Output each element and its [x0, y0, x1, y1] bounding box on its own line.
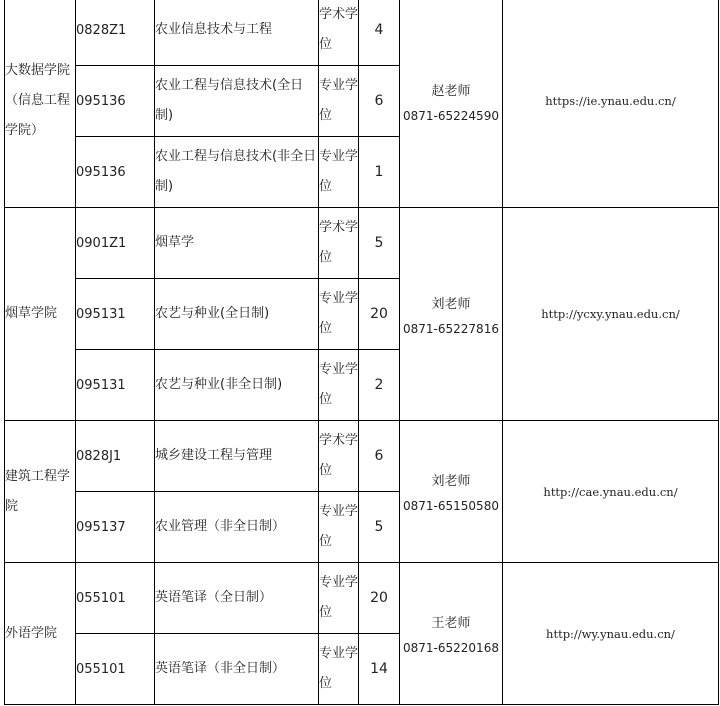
college-website-link[interactable]: https://ie.ynau.edu.cn/	[503, 0, 719, 208]
table-row	[5, 421, 719, 492]
degree-type: 专业学位	[319, 137, 359, 208]
college-cell: 大数据学院（信息工程学院）	[5, 0, 76, 208]
major-code: 095136	[76, 137, 155, 208]
admissions-table	[4, 0, 719, 705]
enrollment-count: 5	[359, 208, 400, 279]
contact-phone: 0871-65220168	[403, 641, 499, 655]
contact-cell	[400, 0, 503, 208]
major-name: 农业管理（非全日制）	[155, 492, 319, 563]
contact-name: 王老师	[431, 616, 471, 631]
contact-cell	[400, 208, 503, 421]
college-cell: 建筑工程学院	[5, 421, 76, 563]
enrollment-count: 20	[359, 563, 400, 634]
contact-name: 刘老师	[431, 474, 471, 489]
degree-type: 专业学位	[319, 66, 359, 137]
major-name: 城乡建设工程与管理	[155, 421, 319, 492]
major-name: 农业工程与信息技术(非全日制)	[155, 137, 319, 208]
major-name: 农艺与种业(非全日制)	[155, 350, 319, 421]
enrollment-count: 4	[359, 0, 400, 66]
degree-type: 专业学位	[319, 350, 359, 421]
major-name: 英语笔译（非全日制）	[155, 634, 319, 705]
major-name: 农业工程与信息技术(全日制)	[155, 66, 319, 137]
major-code: 0901Z1	[76, 208, 155, 279]
contact-cell	[400, 563, 503, 705]
degree-type: 专业学位	[319, 279, 359, 350]
degree-type: 学术学位	[319, 0, 359, 66]
degree-type: 专业学位	[319, 492, 359, 563]
contact-name: 刘老师	[431, 296, 471, 312]
major-code: 0828Z1	[76, 0, 155, 66]
degree-type: 专业学位	[319, 563, 359, 634]
major-code: 095131	[76, 279, 155, 350]
college-cell: 外语学院	[5, 563, 76, 705]
enrollment-count: 6	[359, 421, 400, 492]
enrollment-count: 5	[359, 492, 400, 563]
table-row	[5, 0, 719, 66]
major-code: 0828J1	[76, 421, 155, 492]
enrollment-count: 2	[359, 350, 400, 421]
contact-cell	[400, 421, 503, 563]
major-code: 095137	[76, 492, 155, 563]
table-row	[5, 563, 719, 634]
contact-name: 赵老师	[431, 83, 471, 99]
major-name: 烟草学	[155, 208, 319, 279]
college-cell: 烟草学院	[5, 208, 76, 421]
major-code: 055101	[76, 634, 155, 705]
enrollment-count: 14	[359, 634, 400, 705]
enrollment-count: 6	[359, 66, 400, 137]
major-code: 055101	[76, 563, 155, 634]
major-code: 095131	[76, 350, 155, 421]
college-website-link[interactable]: http://wy.ynau.edu.cn/	[503, 563, 719, 705]
college-website-link[interactable]: http://ycxy.ynau.edu.cn/	[503, 208, 719, 421]
major-name: 英语笔译（全日制）	[155, 563, 319, 634]
contact-phone: 0871-65227816	[403, 321, 499, 336]
major-name: 农艺与种业(全日制)	[155, 279, 319, 350]
major-name: 农业信息技术与工程	[155, 0, 319, 66]
major-code: 095136	[76, 66, 155, 137]
enrollment-count: 1	[359, 137, 400, 208]
degree-type: 学术学位	[319, 421, 359, 492]
contact-phone: 0871-65150580	[403, 499, 499, 513]
enrollment-count: 20	[359, 279, 400, 350]
contact-phone: 0871-65224590	[403, 108, 499, 123]
degree-type: 专业学位	[319, 634, 359, 705]
table-row	[5, 208, 719, 279]
degree-type: 学术学位	[319, 208, 359, 279]
college-website-link[interactable]: http://cae.ynau.edu.cn/	[503, 421, 719, 563]
